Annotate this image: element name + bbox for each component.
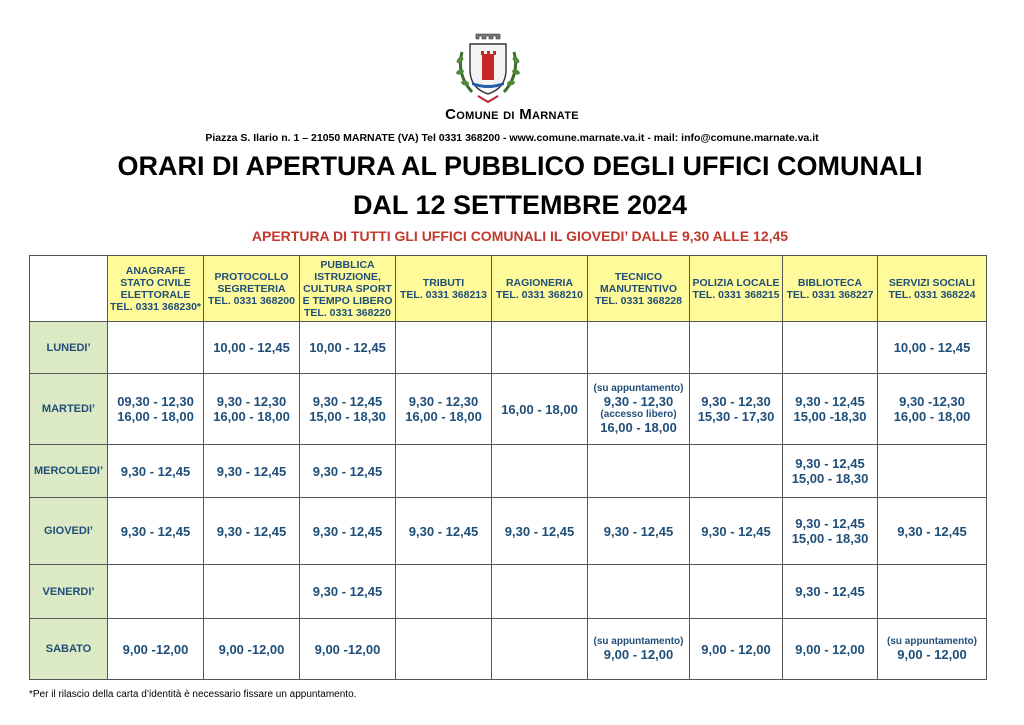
time-range: 16,00 - 18,00 bbox=[893, 409, 971, 424]
time-range: 9,30 - 12,30 bbox=[701, 394, 771, 409]
hours-cell bbox=[108, 374, 204, 445]
hours-cell bbox=[108, 322, 204, 374]
hours-cell bbox=[783, 322, 878, 374]
time-range: 9,30 - 12,45 bbox=[795, 456, 865, 471]
hours-cell bbox=[204, 322, 300, 374]
time-range: 9,00 - 12,00 bbox=[897, 647, 967, 662]
office-name: ANAGRAFE STATO CIVILE ELETTORALE bbox=[120, 264, 191, 301]
office-hours-table bbox=[29, 255, 987, 680]
hours-cell bbox=[300, 322, 396, 374]
time-range: 9,30 - 12,45 bbox=[120, 523, 191, 539]
office-phone: TEL. 0331 368227 bbox=[786, 288, 874, 301]
thursday-notice: APERTURA DI TUTTI GLI UFFICI COMUNALI IL GIOVEDI’ DALLE 9,30 ALLE 12,45 bbox=[251, 228, 789, 244]
time-range: 16,00 - 18,00 bbox=[405, 409, 482, 424]
hours-cell bbox=[783, 374, 878, 445]
time-range: 16,00 - 18,00 bbox=[501, 401, 578, 417]
appointment-note: (su appuntamento) bbox=[593, 636, 684, 647]
time-range: 15,00 - 18,30 bbox=[309, 409, 386, 424]
time-range: 9,30 - 12,45 bbox=[504, 523, 575, 539]
time-range: 9,30 - 12,45 bbox=[603, 523, 674, 539]
hours-cell bbox=[690, 498, 783, 565]
day-label: MARTEDI’ bbox=[30, 374, 108, 445]
table-row bbox=[30, 498, 987, 565]
office-name: SERVIZI SOCIALI bbox=[888, 276, 976, 289]
time-range: 9,00 - 12,00 bbox=[603, 647, 674, 662]
time-range: 9,30 - 12,45 bbox=[795, 516, 865, 531]
office-phone: TEL. 0331 368210 bbox=[496, 288, 583, 301]
time-range: 9,00 - 12,00 bbox=[701, 641, 771, 657]
hours-cell bbox=[878, 619, 987, 680]
time-range: 9,30 - 12,45 bbox=[312, 463, 383, 479]
office-header bbox=[878, 256, 987, 322]
time-range: 10,00 - 12,45 bbox=[309, 340, 386, 355]
org-name: Comune di Marnate bbox=[445, 106, 579, 123]
hours-cell bbox=[204, 374, 300, 445]
time-range: 16,00 - 18,00 bbox=[117, 409, 194, 424]
hours-cell bbox=[396, 619, 492, 680]
day-label: SABATO bbox=[30, 619, 108, 680]
time-range: 9,30 - 12,45 bbox=[897, 523, 967, 539]
municipal-crest-icon bbox=[452, 30, 524, 104]
time-range: 9,30 - 12,45 bbox=[795, 394, 865, 409]
hours-cell bbox=[588, 374, 690, 445]
table-row bbox=[30, 619, 987, 680]
office-name: BIBLIOTECA bbox=[797, 276, 863, 289]
time-range: 9,30 - 12,45 bbox=[701, 523, 771, 539]
corner-cell bbox=[30, 256, 108, 322]
time-range: 09,30 - 12,30 bbox=[117, 394, 194, 409]
hours-cell bbox=[492, 565, 588, 619]
time-range: 9,00 -12,00 bbox=[218, 641, 285, 657]
time-range: 9,30 - 12,45 bbox=[312, 584, 383, 599]
hours-cell bbox=[396, 322, 492, 374]
office-header bbox=[783, 256, 878, 322]
time-range: 9,30 - 12,45 bbox=[120, 463, 191, 479]
office-header bbox=[690, 256, 783, 322]
appointment-note: (su appuntamento) bbox=[887, 636, 977, 647]
hours-cell bbox=[396, 498, 492, 565]
page-title-date: DAL 12 SETTEMBRE 2024 bbox=[352, 190, 688, 220]
hours-cell bbox=[690, 565, 783, 619]
time-range: 9,30 - 12,45 bbox=[216, 523, 287, 539]
office-name: PROTOCOLLO SEGRETERIA bbox=[214, 270, 289, 295]
hours-cell bbox=[204, 498, 300, 565]
hours-cell bbox=[108, 498, 204, 565]
time-range: 9,00 -12,00 bbox=[122, 641, 189, 657]
office-header bbox=[492, 256, 588, 322]
hours-cell bbox=[878, 565, 987, 619]
hours-cell bbox=[588, 565, 690, 619]
day-label: GIOVEDI’ bbox=[30, 498, 108, 565]
office-header bbox=[204, 256, 300, 322]
time-range: 9,30 - 12,45 bbox=[312, 394, 383, 409]
day-label: VENERDI’ bbox=[30, 565, 108, 619]
time-range: 9,30 -12,30 bbox=[899, 394, 965, 409]
office-phone: TEL. 0331 368220 bbox=[304, 306, 391, 319]
office-header-row bbox=[30, 256, 987, 322]
time-range: 9,30 - 12,45 bbox=[795, 584, 865, 599]
time-range: 15,00 - 18,30 bbox=[791, 531, 869, 546]
hours-cell bbox=[690, 445, 783, 498]
hours-cell bbox=[492, 374, 588, 445]
hours-cell bbox=[783, 619, 878, 680]
office-name: POLIZIA LOCALE bbox=[692, 276, 780, 289]
hours-cell bbox=[300, 445, 396, 498]
hours-cell bbox=[300, 619, 396, 680]
hours-cell bbox=[783, 498, 878, 565]
hours-cell bbox=[588, 619, 690, 680]
office-phone: TEL. 0331 368215 bbox=[692, 288, 780, 301]
hours-cell bbox=[690, 322, 783, 374]
time-range: 15,30 - 17,30 bbox=[697, 409, 775, 424]
time-range: 9,30 - 12,45 bbox=[216, 463, 287, 479]
office-phone: TEL. 0331 368213 bbox=[400, 288, 487, 301]
time-range: 9,00 - 12,00 bbox=[795, 641, 865, 657]
day-label: MERCOLEDI’ bbox=[30, 445, 108, 498]
hours-cell bbox=[878, 374, 987, 445]
hours-cell bbox=[588, 322, 690, 374]
time-range: 9,30 - 12,30 bbox=[408, 394, 479, 409]
hours-cell bbox=[588, 498, 690, 565]
hours-cell bbox=[300, 498, 396, 565]
hours-cell bbox=[492, 322, 588, 374]
hours-cell bbox=[878, 498, 987, 565]
hours-cell bbox=[690, 374, 783, 445]
office-header bbox=[108, 256, 204, 322]
hours-cell bbox=[878, 445, 987, 498]
table-row bbox=[30, 445, 987, 498]
hours-cell bbox=[396, 565, 492, 619]
day-label: LUNEDI’ bbox=[30, 322, 108, 374]
time-range: 9,30 - 12,30 bbox=[603, 394, 674, 409]
hours-cell bbox=[300, 565, 396, 619]
time-range: 9,30 - 12,45 bbox=[408, 523, 479, 539]
time-range: 10,00 - 12,45 bbox=[893, 340, 971, 355]
office-header bbox=[396, 256, 492, 322]
hours-cell bbox=[690, 619, 783, 680]
office-phone: TEL. 0331 368230* bbox=[109, 300, 202, 313]
office-header bbox=[300, 256, 396, 322]
hours-cell bbox=[204, 445, 300, 498]
time-range: 16,00 - 18,00 bbox=[213, 409, 290, 424]
hours-cell bbox=[108, 445, 204, 498]
hours-cell bbox=[492, 445, 588, 498]
office-phone: TEL. 0331 368224 bbox=[888, 288, 976, 301]
table-row bbox=[30, 565, 987, 619]
office-name: RAGIONERIA bbox=[505, 276, 574, 289]
hours-cell bbox=[878, 322, 987, 374]
hours-cell bbox=[108, 565, 204, 619]
hours-cell bbox=[492, 619, 588, 680]
footnote: *Per il rilascio della carta d’identità è necessario fissare un appuntamento. bbox=[29, 689, 357, 700]
time-range: 9,00 -12,00 bbox=[314, 641, 381, 657]
hours-cell bbox=[588, 445, 690, 498]
office-phone: TEL. 0331 368200 bbox=[208, 294, 295, 307]
office-name: PUBBLICA ISTRUZIONE, CULTURA SPORT E TEMPO LIBERO bbox=[302, 258, 393, 307]
time-range: 16,00 - 18,00 bbox=[600, 420, 677, 435]
hours-cell bbox=[396, 374, 492, 445]
hours-cell bbox=[300, 374, 396, 445]
table-row bbox=[30, 374, 987, 445]
hours-cell bbox=[204, 565, 300, 619]
table-row bbox=[30, 322, 987, 374]
hours-cell bbox=[396, 445, 492, 498]
office-phone: TEL. 0331 368228 bbox=[595, 294, 682, 307]
time-range: 10,00 - 12,45 bbox=[213, 340, 290, 355]
time-range: 9,30 - 12,30 bbox=[216, 394, 287, 409]
hours-cell bbox=[108, 619, 204, 680]
page-title: ORARI DI APERTURA AL PUBBLICO DEGLI UFFICI COMUNALI bbox=[117, 151, 923, 181]
office-name: TRIBUTI bbox=[422, 276, 465, 289]
office-name: TECNICO MANUTENTIVO bbox=[600, 270, 677, 295]
hours-cell bbox=[783, 565, 878, 619]
hours-cell bbox=[204, 619, 300, 680]
appointment-note: (accesso libero) bbox=[600, 409, 677, 420]
org-address: Piazza S. Ilario n. 1 – 21050 MARNATE (VA) Tel 0331 368200 - www.comune.marnate.va.it - mail: info@comune.marnate.va.it bbox=[205, 132, 819, 144]
hours-cell bbox=[783, 445, 878, 498]
appointment-note: (su appuntamento) bbox=[593, 383, 684, 394]
time-range: 9,30 - 12,45 bbox=[312, 523, 383, 539]
hours-cell bbox=[492, 498, 588, 565]
time-range: 15,00 -18,30 bbox=[793, 409, 867, 424]
office-header bbox=[588, 256, 690, 322]
time-range: 15,00 - 18,30 bbox=[791, 471, 869, 486]
